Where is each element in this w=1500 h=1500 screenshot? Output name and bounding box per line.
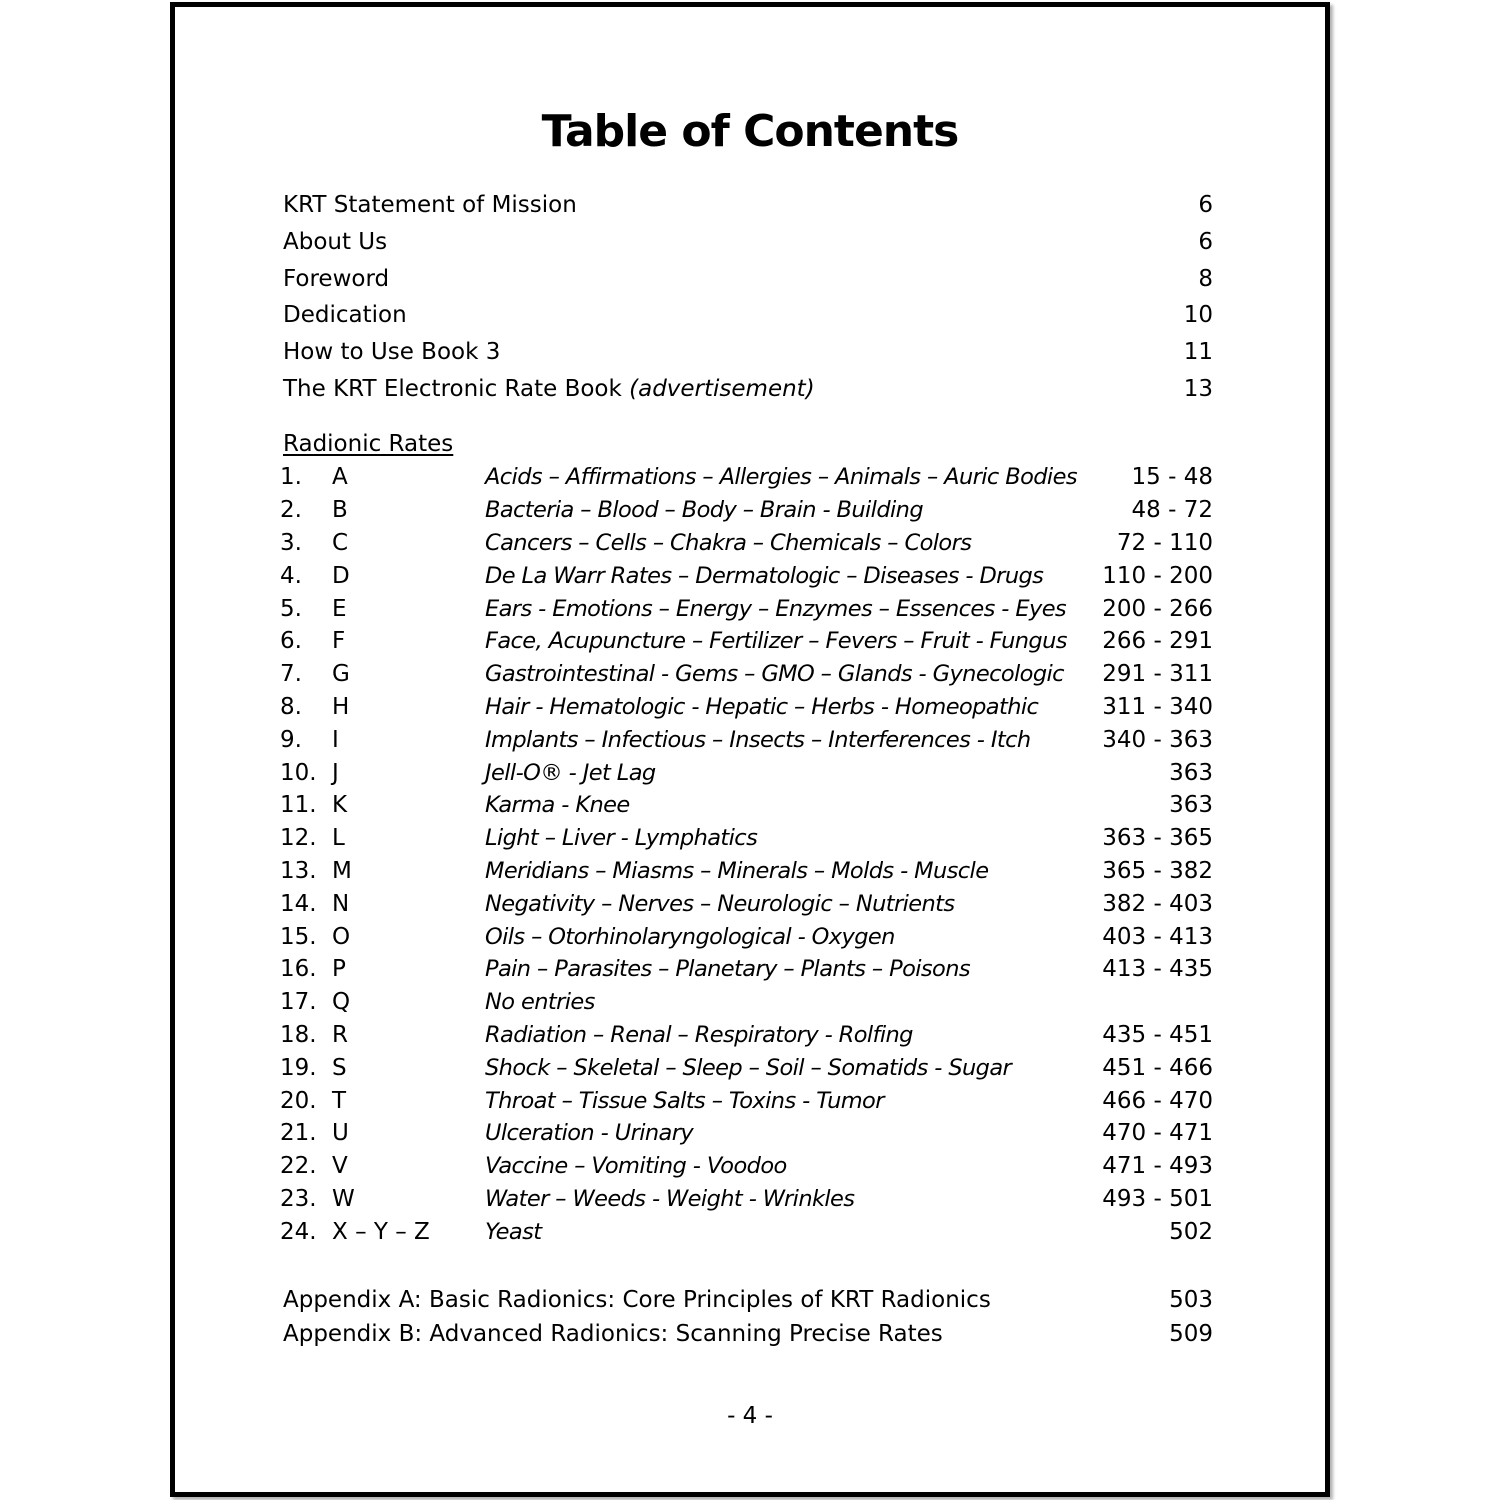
toc-entry-label-text: Foreword bbox=[283, 265, 390, 292]
rate-number: 3. bbox=[280, 529, 302, 556]
rate-number: 12. bbox=[280, 825, 317, 852]
rate-page-range: 110 - 200 bbox=[1102, 562, 1213, 589]
rate-number: 7. bbox=[280, 661, 302, 688]
rate-topics: Oils – Otorhinolaryngological - Oxygen bbox=[485, 923, 895, 950]
rate-page-range: 471 - 493 bbox=[1102, 1153, 1213, 1180]
footer-page-number: - 4 - bbox=[727, 1403, 773, 1429]
rate-letter: M bbox=[332, 857, 352, 884]
rate-page-range: 435 - 451 bbox=[1102, 1021, 1213, 1048]
rate-page-range: 48 - 72 bbox=[1131, 497, 1213, 524]
toc-entry-page: 10 bbox=[1183, 302, 1213, 329]
rate-letter: W bbox=[332, 1185, 355, 1212]
rate-letter: Q bbox=[332, 989, 351, 1016]
rate-page-range: 466 - 470 bbox=[1102, 1087, 1213, 1114]
rate-letter: L bbox=[332, 825, 345, 852]
rate-number: 11. bbox=[280, 792, 317, 819]
toc-entry bbox=[283, 187, 1213, 224]
rate-number: 17. bbox=[280, 989, 317, 1016]
rate-topics: Implants – Infectious – Insects – Interferences - Itch bbox=[485, 726, 1031, 753]
rate-page-range: 413 - 435 bbox=[1102, 956, 1213, 983]
rate-row bbox=[280, 527, 1213, 560]
rate-row bbox=[280, 723, 1213, 756]
rate-topics: De La Warr Rates – Dermatologic – Diseases - Drugs bbox=[485, 562, 1044, 589]
rate-page-range: 200 - 266 bbox=[1102, 595, 1213, 622]
rate-page-range: 493 - 501 bbox=[1102, 1185, 1213, 1212]
rate-letter: A bbox=[332, 464, 348, 491]
rate-topics: Yeast bbox=[485, 1218, 542, 1245]
rate-letter: N bbox=[332, 890, 350, 917]
rate-letter: O bbox=[332, 923, 351, 950]
rate-number: 14. bbox=[280, 890, 317, 917]
rate-row bbox=[280, 1084, 1213, 1117]
appendix-entry bbox=[283, 1317, 1213, 1351]
rate-number: 8. bbox=[280, 693, 302, 720]
toc-entry-label-text: The KRT Electronic Rate Book bbox=[283, 375, 630, 402]
rate-row bbox=[280, 494, 1213, 527]
rate-page-range: 403 - 413 bbox=[1102, 923, 1213, 950]
rate-topics: Negativity – Nerves – Neurologic – Nutrients bbox=[485, 890, 955, 917]
rate-topics: Gastrointestinal - Gems – GMO – Glands - Gynecologic bbox=[485, 661, 1064, 688]
rate-page-range: 470 - 471 bbox=[1102, 1120, 1213, 1147]
rate-row bbox=[280, 789, 1213, 822]
rate-topics: Water – Weeds - Weight - Wrinkles bbox=[485, 1185, 855, 1212]
rate-letter: P bbox=[332, 956, 346, 983]
toc-entry-label bbox=[283, 192, 577, 218]
rate-row bbox=[280, 822, 1213, 855]
rate-row bbox=[280, 756, 1213, 789]
rate-topics: Face, Acupuncture – Fertilizer – Fevers – Fruit - Fungus bbox=[485, 628, 1067, 655]
rate-topics: Meridians – Miasms – Minerals – Molds - Muscle bbox=[485, 857, 989, 884]
rate-letter: F bbox=[332, 628, 346, 655]
rate-topics: Jell-O® - Jet Lag bbox=[485, 759, 656, 786]
toc-entry bbox=[283, 334, 1213, 371]
rate-topics: Vaccine – Vomiting - Voodoo bbox=[485, 1153, 787, 1180]
rate-number: 1. bbox=[280, 464, 302, 491]
rate-page-range: 311 - 340 bbox=[1102, 693, 1213, 720]
appendix-page: 509 bbox=[1169, 1321, 1213, 1347]
rate-number: 6. bbox=[280, 628, 302, 655]
toc-entry bbox=[283, 260, 1213, 297]
rate-number: 2. bbox=[280, 497, 302, 524]
front-matter-list bbox=[283, 187, 1213, 407]
rate-number: 19. bbox=[280, 1054, 317, 1081]
rate-page-range: 363 - 365 bbox=[1102, 825, 1213, 852]
rate-page-range: 451 - 466 bbox=[1102, 1054, 1213, 1081]
rate-row bbox=[280, 920, 1213, 953]
rate-row bbox=[280, 1117, 1213, 1150]
rate-page-range: 291 - 311 bbox=[1102, 661, 1213, 688]
toc-entry-label-text: Dedication bbox=[283, 302, 407, 329]
rate-letter: C bbox=[332, 529, 349, 556]
rate-topics: Hair - Hematologic - Hepatic – Herbs - Homeopathic bbox=[485, 693, 1039, 720]
rate-topics: Ears - Emotions – Energy – Enzymes – Essences - Eyes bbox=[485, 595, 1067, 622]
rate-number: 18. bbox=[280, 1021, 317, 1048]
rate-row bbox=[280, 691, 1213, 724]
rate-page-range: 340 - 363 bbox=[1102, 726, 1213, 753]
appendix-label: Appendix A: Basic Radionics: Core Principles of KRT Radionics bbox=[283, 1287, 991, 1313]
rate-topics: Karma - Knee bbox=[485, 792, 630, 819]
rate-page-range: 502 bbox=[1169, 1218, 1213, 1245]
toc-entry-label-text: About Us bbox=[283, 229, 388, 256]
rates-list bbox=[280, 461, 1213, 1248]
rate-row bbox=[280, 658, 1213, 691]
toc-entry-page: 13 bbox=[1183, 375, 1213, 402]
toc-entry-label bbox=[283, 266, 389, 292]
rate-row bbox=[280, 1183, 1213, 1216]
rates-section-heading: Radionic Rates bbox=[283, 431, 454, 457]
appendix-list bbox=[283, 1283, 1213, 1351]
rate-number: 20. bbox=[280, 1087, 317, 1114]
rate-row bbox=[280, 855, 1213, 888]
toc-entry-label-text: How to Use Book 3 bbox=[283, 339, 501, 366]
rate-row bbox=[280, 887, 1213, 920]
rate-page-range: 15 - 48 bbox=[1131, 464, 1213, 491]
rate-row bbox=[280, 625, 1213, 658]
rate-number: 13. bbox=[280, 857, 317, 884]
toc-entry-page: 11 bbox=[1183, 339, 1213, 366]
toc-entry bbox=[283, 370, 1213, 407]
document-page bbox=[170, 2, 1330, 1497]
rate-letter: T bbox=[332, 1087, 347, 1114]
rate-number: 21. bbox=[280, 1120, 317, 1147]
toc-entry-label bbox=[283, 339, 500, 365]
rate-number: 9. bbox=[280, 726, 302, 753]
rate-letter: E bbox=[332, 595, 347, 622]
rate-topics: Throat – Tissue Salts – Toxins - Tumor bbox=[485, 1087, 884, 1114]
appendix-label: Appendix B: Advanced Radionics: Scanning Precise Rates bbox=[283, 1321, 943, 1347]
rate-letter: B bbox=[332, 497, 348, 524]
rate-letter: U bbox=[332, 1120, 349, 1147]
rate-row bbox=[280, 1150, 1213, 1183]
rate-topics: No entries bbox=[485, 989, 595, 1016]
page-title: Table of Contents bbox=[541, 106, 959, 157]
rate-letter: I bbox=[332, 726, 339, 753]
rate-letter: R bbox=[332, 1021, 348, 1048]
rate-number: 15. bbox=[280, 923, 317, 950]
rate-letter: D bbox=[332, 562, 350, 589]
rate-row bbox=[280, 592, 1213, 625]
rate-row bbox=[280, 559, 1213, 592]
rate-row bbox=[280, 953, 1213, 986]
rate-topics: Shock – Skeletal – Sleep – Soil – Somatids - Sugar bbox=[485, 1054, 1012, 1081]
toc-entry-page: 6 bbox=[1198, 229, 1213, 256]
toc-entry-page: 6 bbox=[1198, 192, 1213, 219]
rate-topics: Cancers – Cells – Chakra – Chemicals – Colors bbox=[485, 529, 972, 556]
rate-topics: Bacteria – Blood – Body – Brain - Building bbox=[485, 497, 923, 524]
rate-page-range: 363 bbox=[1169, 759, 1213, 786]
toc-entry-label-text: KRT Statement of Mission bbox=[283, 192, 577, 219]
toc-entry-label bbox=[283, 302, 407, 328]
toc-entry-label bbox=[283, 376, 815, 402]
rate-row bbox=[280, 1215, 1213, 1248]
rate-topics: Pain – Parasites – Planetary – Plants – Poisons bbox=[485, 956, 970, 983]
rate-number: 5. bbox=[280, 595, 302, 622]
rate-letter: V bbox=[332, 1153, 348, 1180]
rate-letter: G bbox=[332, 661, 350, 688]
toc-entry-page: 8 bbox=[1198, 265, 1213, 292]
rate-page-range: 266 - 291 bbox=[1102, 628, 1213, 655]
appendix-page: 503 bbox=[1169, 1287, 1213, 1313]
rate-topics: Ulceration - Urinary bbox=[485, 1120, 694, 1147]
rate-number: 4. bbox=[280, 562, 302, 589]
toc-entry bbox=[283, 224, 1213, 261]
rate-page-range: 72 - 110 bbox=[1116, 529, 1213, 556]
rate-letter: S bbox=[332, 1054, 347, 1081]
toc-entry bbox=[283, 297, 1213, 334]
rate-letter: K bbox=[332, 792, 348, 819]
rate-row bbox=[280, 986, 1213, 1019]
rate-topics: Radiation – Renal – Respiratory - Rolfing bbox=[485, 1021, 913, 1048]
toc-entry-label bbox=[283, 229, 387, 255]
rate-page-range: 365 - 382 bbox=[1102, 857, 1213, 884]
appendix-entry bbox=[283, 1283, 1213, 1317]
rate-letter: J bbox=[332, 759, 339, 786]
rate-row bbox=[280, 461, 1213, 494]
rate-number: 22. bbox=[280, 1153, 317, 1180]
rate-number: 16. bbox=[280, 956, 317, 983]
rate-number: 23. bbox=[280, 1185, 317, 1212]
rate-number: 10. bbox=[280, 759, 317, 786]
rate-page-range: 382 - 403 bbox=[1102, 890, 1213, 917]
rate-letter: H bbox=[332, 693, 350, 720]
toc-entry-label-italic: (advertisement) bbox=[629, 375, 815, 402]
rate-page-range: 363 bbox=[1169, 792, 1213, 819]
rate-row bbox=[280, 1019, 1213, 1052]
rate-topics: Light – Liver - Lymphatics bbox=[485, 825, 758, 852]
rate-row bbox=[280, 1051, 1213, 1084]
rate-topics: Acids – Affirmations – Allergies – Animals – Auric Bodies bbox=[485, 464, 1077, 491]
rate-letter: X – Y – Z bbox=[332, 1218, 430, 1245]
rate-number: 24. bbox=[280, 1218, 317, 1245]
